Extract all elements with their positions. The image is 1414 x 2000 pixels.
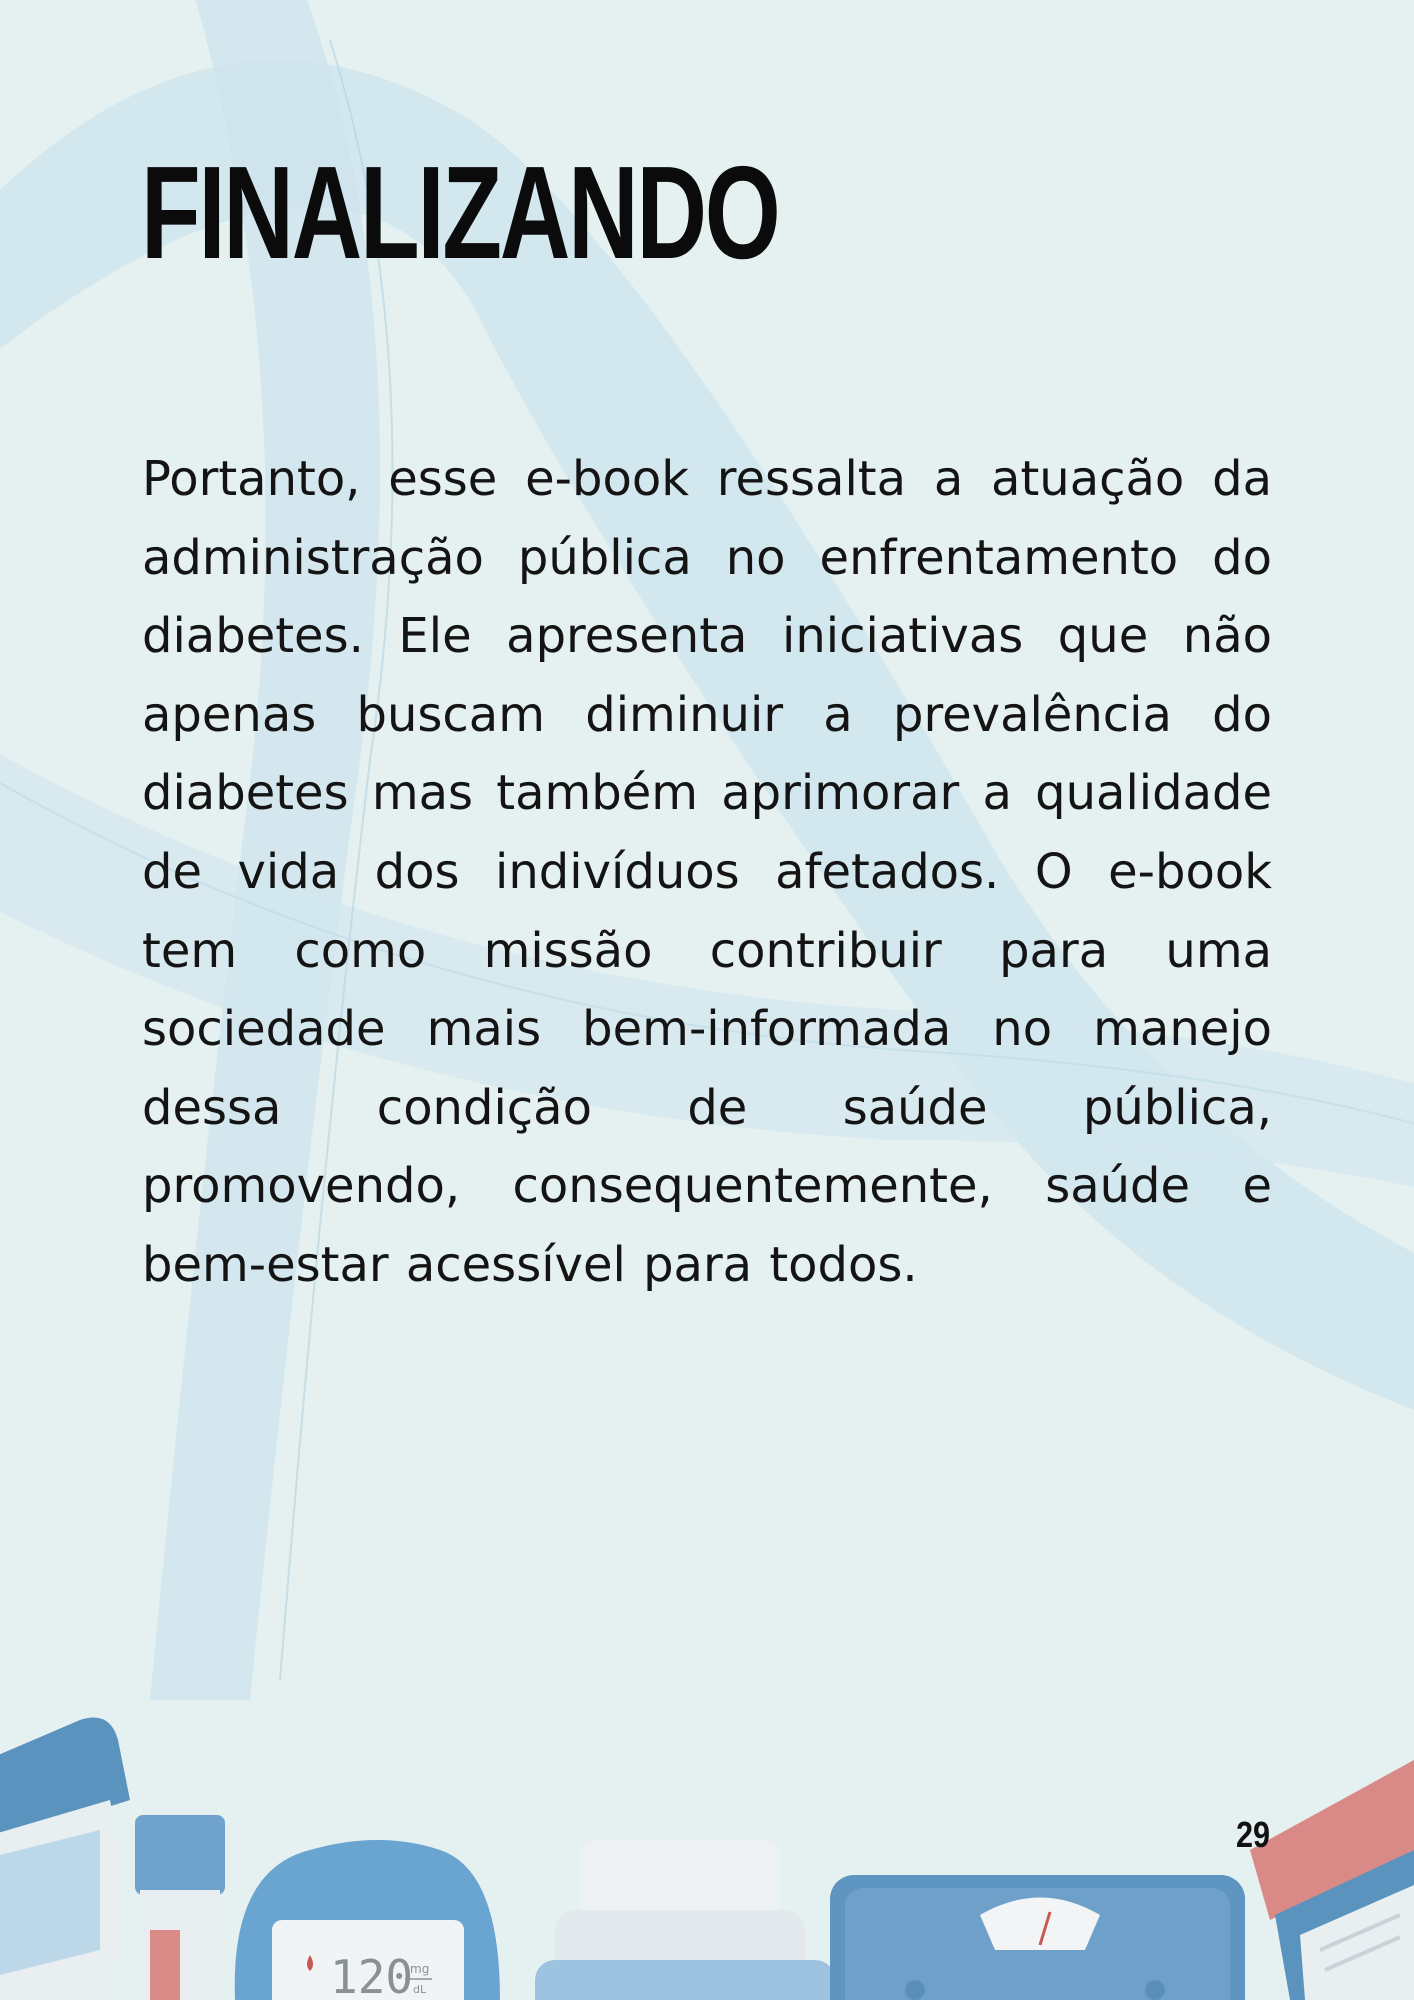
pill-bottle-icon xyxy=(0,1718,130,2000)
body-paragraph: Portanto, esse e-book ressalta a atuação da administração pública no enfrentamento do diabetes. Ele apresenta iniciativas que não apenas buscam diminuir a prevalência do diabetes mas também aprimorar a qualidade de vida dos indivíduos afetados. O e-book tem como missão contribuir para uma sociedade mais bem-informada no manejo dessa condição de saúde pública, promovendo, consequentemente, saúde e bem-estar acessível para todos. xyxy=(142,451,1272,1293)
meter-unit-top: mg xyxy=(410,1962,430,1976)
scale-icon xyxy=(830,1875,1245,2000)
meter-reading: 120 xyxy=(330,1950,414,2000)
page-title: FINALIZANDO xyxy=(141,139,779,286)
medical-supplies-illustration xyxy=(0,1700,1414,2000)
page-number: 29 xyxy=(1236,1814,1271,1855)
meter-unit-bottom: dL xyxy=(413,1983,427,1996)
medicine-jar-icon xyxy=(1250,1760,1414,2000)
glucose-meter-icon xyxy=(235,1840,500,2000)
vial-icon xyxy=(135,1815,225,2000)
medicine-jar-icon xyxy=(535,1840,835,2000)
